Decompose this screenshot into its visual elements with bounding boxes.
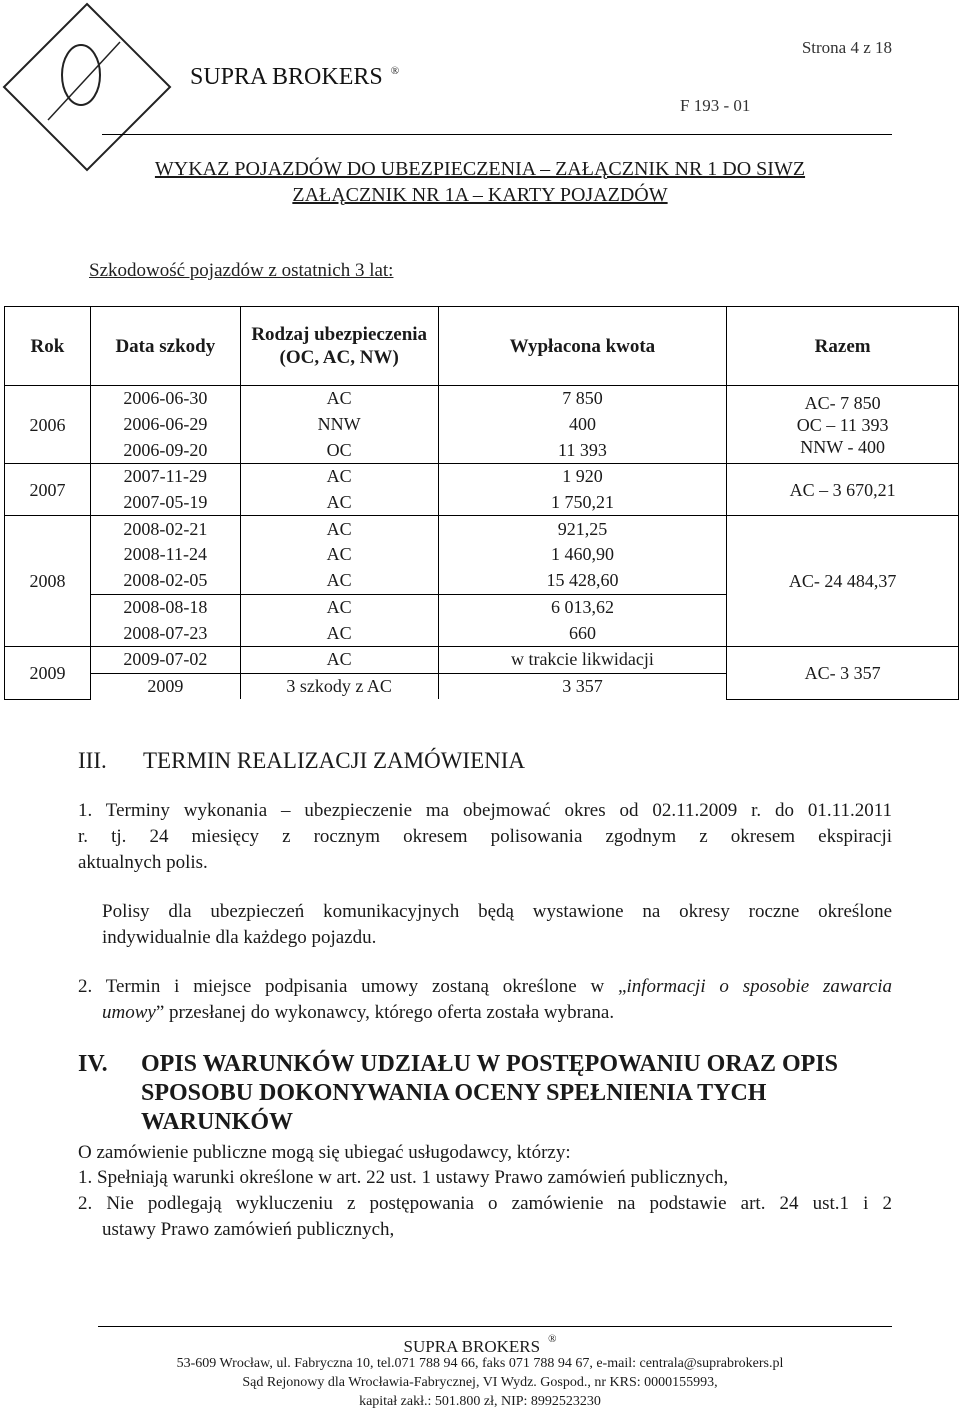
- company-logo: [2, 2, 172, 172]
- table-row: [5, 386, 959, 412]
- col-header-year: Rok: [5, 307, 91, 386]
- loss-history-table: [4, 306, 959, 700]
- table-row: [5, 464, 959, 490]
- section-3-title: TERMIN REALIZACJI ZAMÓWIENIA: [143, 748, 525, 773]
- date-cell: 2009: [90, 673, 240, 699]
- footer-brand: SUPRA BROKERS ®: [403, 1333, 557, 1356]
- type-cell: AC: [240, 542, 438, 568]
- type-cell: NNW: [240, 412, 438, 438]
- date-cell: 2008-08-18: [90, 594, 240, 620]
- header-brand: SUPRA BROKERS ®: [190, 64, 400, 90]
- loss-history-caption: Szkodowość pojazdów z ostatnich 3 lat:: [89, 260, 394, 281]
- total-cell: AC- 24 484,37: [727, 516, 959, 646]
- header-rule: [102, 134, 892, 135]
- section-4-number: IV.: [78, 1051, 108, 1077]
- amount-cell: w trakcie likwidacji: [438, 646, 727, 673]
- amount-cell: 1 460,90: [438, 542, 727, 568]
- col-header-date: Data szkody: [90, 307, 240, 386]
- year-cell: 2008: [5, 516, 91, 646]
- col-header-amount: Wypłacona kwota: [438, 307, 727, 386]
- section-4-title: OPIS WARUNKÓW UDZIAŁU W POSTĘPOWANIU ORAZ OPIS SPOSOBU DOKONYWANIA OCENY SPEŁNIENIA TYCH WARUNKÓW: [141, 1051, 839, 1135]
- date-cell: 2007-05-19: [90, 490, 240, 516]
- date-cell: 2006-06-30: [90, 386, 240, 412]
- type-cell: AC: [240, 568, 438, 594]
- type-cell: AC: [240, 594, 438, 620]
- section-4-item-1: 1. Spełniają warunki określone w art. 22 ust. 1 ustawy Prawo zamówień publicznych,: [78, 1167, 729, 1188]
- footer-court-registration: Sąd Rejonowy dla Wrocławia-Fabrycznej, VI Wydz. Gospod., nr KRS: 0000155993,: [242, 1375, 718, 1390]
- year-cell: 2007: [5, 464, 91, 516]
- date-cell: 2008-07-23: [90, 620, 240, 646]
- date-cell: 2008-11-24: [90, 542, 240, 568]
- type-cell: AC: [240, 516, 438, 542]
- date-cell: 2006-06-29: [90, 412, 240, 438]
- section-3-paragraph-2: Polisy dla ubezpieczeń komunikacyjnych będą wystawione na okresy roczne określone indywidualnie dla każdego pojazdu.: [102, 901, 892, 948]
- section-3-paragraph-3: 2. Termin i miejsce podpisania umowy zostaną określone w „informacji o sposobie zawarcia umowy” przesłanej do wykonawcy, którego oferta została wybrana.: [78, 976, 893, 1023]
- amount-cell: 400: [438, 412, 727, 438]
- table-header-row: [5, 307, 959, 386]
- type-cell: AC: [240, 646, 438, 673]
- section-3-number: III.: [78, 748, 107, 773]
- footer-address: 53-609 Wrocław, ul. Fabryczna 10, tel.071 788 94 66, faks 071 788 94 67, e-mail: centrala@suprabrokers.pl: [176, 1356, 784, 1371]
- amount-cell: 6 013,62: [438, 594, 727, 620]
- amount-cell: 1 750,21: [438, 490, 727, 516]
- total-cell: AC- 7 850 OC – 11 393 NNW - 400: [727, 386, 959, 464]
- date-cell: 2006-09-20: [90, 437, 240, 463]
- document-title-line1: WYKAZ POJAZDÓW DO UBEZPIECZENIA – ZAŁĄCZNIK NR 1 DO SIWZ: [154, 158, 806, 180]
- amount-cell: 1 920: [438, 464, 727, 490]
- type-cell: 3 szkody z AC: [240, 673, 438, 699]
- type-cell: OC: [240, 437, 438, 463]
- footer-rule: [98, 1326, 892, 1327]
- type-cell: AC: [240, 620, 438, 646]
- form-code: F 193 - 01: [680, 96, 751, 115]
- col-header-type: Rodzaj ubezpieczenia (OC, AC, NW): [240, 307, 438, 386]
- year-cell: 2006: [5, 386, 91, 464]
- col-header-total: Razem: [727, 307, 959, 386]
- section-4-item-2: 2. Nie podlegają wykluczeniu z postępowania o zamówienie na podstawie art. 24 ust.1 i 2 ustawy Prawo zamówień publicznych,: [78, 1193, 892, 1240]
- amount-cell: 3 357: [438, 673, 727, 699]
- date-cell: 2008-02-21: [90, 516, 240, 542]
- footer-capital-tax: kapitał zakł.: 501.800 zł, NIP: 8992523230: [359, 1394, 601, 1409]
- total-cell: AC – 3 670,21: [727, 464, 959, 516]
- amount-cell: 660: [438, 620, 727, 646]
- type-cell: AC: [240, 464, 438, 490]
- table-row: [5, 516, 959, 542]
- amount-cell: 11 393: [438, 437, 727, 463]
- section-4-intro: O zamówienie publiczne mogą się ubiegać usługodawcy, którzy:: [78, 1142, 571, 1163]
- date-cell: 2009-07-02: [90, 646, 240, 673]
- year-cell: 2009: [5, 646, 91, 699]
- date-cell: 2008-02-05: [90, 568, 240, 594]
- table-row: [5, 646, 959, 673]
- type-cell: AC: [240, 490, 438, 516]
- total-cell: AC- 3 357: [727, 646, 959, 699]
- amount-cell: 921,25: [438, 516, 727, 542]
- amount-cell: 15 428,60: [438, 568, 727, 594]
- date-cell: 2007-11-29: [90, 464, 240, 490]
- page-number: Strona 4 z 18: [801, 38, 892, 57]
- section-3-paragraph-1: 1. Terminy wykonania – ubezpieczenie ma obejmować okres od 02.11.2009 r. do 01.11.2011 r. tj. 24 miesięcy z rocznym okresem polisowania zgodnym z okresem ekspiracji aktualnych polis.: [78, 800, 892, 873]
- amount-cell: 7 850: [438, 386, 727, 412]
- type-cell: AC: [240, 386, 438, 412]
- document-title-line2: ZAŁĄCZNIK NR 1A – KARTY POJAZDÓW: [292, 184, 668, 206]
